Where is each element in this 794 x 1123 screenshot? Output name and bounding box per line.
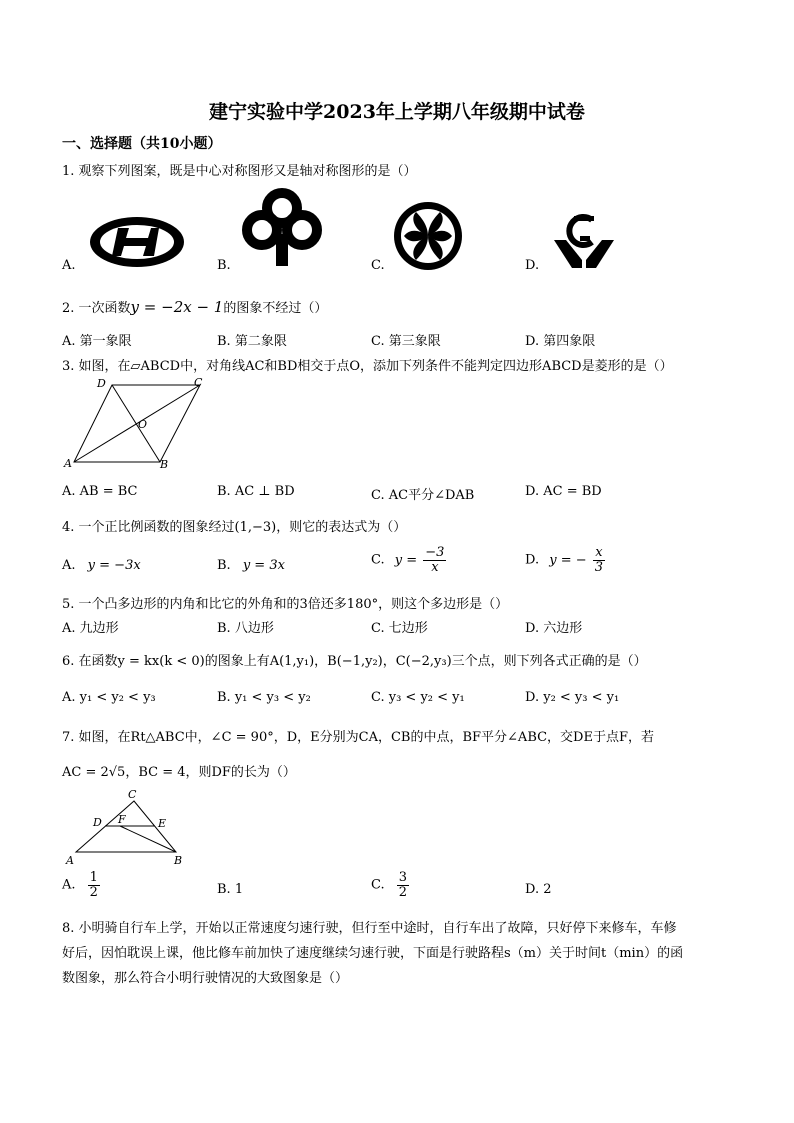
q6-option-d: D. y₂ < y₃ < y₁: [525, 690, 620, 705]
q7-stem-line1: 7. 如图，在Rt△ABC中，∠C = 90°，D，E分别为CA，CB的中点，BF平分∠ABC，交DE于点F，若: [62, 730, 654, 745]
q7-fraction-c: $\frac{3}{2}$: [398, 870, 408, 900]
q6-stem: 6. 在函数y = kx(k < 0)的图象上有A(1,y₁)，B(−1,y₂)，C(−2,y₃)三个点，则下列各式正确的是（）: [62, 654, 647, 669]
q8-stem-line2: 好后，因怕耽误上课，他比修车前加快了速度继续匀速行驶，下面是行驶路程s（m）关于时间t（min）的函: [62, 946, 684, 961]
q4-option-c: [371, 546, 448, 574]
q3-option-c: C. AC平分∠DAB: [371, 488, 475, 503]
q4-fraction-c: $\frac{-3}{x}$: [425, 545, 445, 575]
q3-label-a: A: [64, 457, 72, 470]
q3-label-b: B: [160, 458, 169, 471]
q4-stem: 4. 一个正比例函数的图象经过(1,−3)，则它的表达式为（）: [62, 520, 407, 535]
q6-option-c: C. y₃ < y₂ < y₁: [371, 690, 465, 705]
q4-option-d: [525, 546, 607, 574]
q6-option-b: B. y₁ < y₃ < y₂: [217, 690, 311, 705]
q4-expr-c-pre: y =: [394, 552, 418, 568]
q1-label-a: A.: [62, 258, 76, 273]
q4-expr-b: y = 3x: [242, 558, 285, 573]
q4-label-a: A.: [62, 558, 76, 573]
q3-option-d: D. AC = BD: [525, 484, 602, 499]
q1-label-c: C.: [371, 258, 385, 273]
q5-option-d: D. 六边形: [525, 621, 583, 636]
q2-option-a: A. 第一象限: [62, 334, 132, 349]
q7-stem-line2: AC = 2√5，BC = 4，则DF的长为（）: [62, 765, 296, 780]
q5-stem: 5. 一个凸多边形的内角和比它的外角和的3倍还多180°，则这个多边形是（）: [62, 597, 509, 612]
q2-stem-end: 的图象不经过（）: [223, 301, 328, 316]
q1-label-d: D.: [525, 258, 540, 273]
q7-option-c: C. $\frac{3}{2}$: [371, 870, 408, 900]
q1-label-b: B.: [217, 258, 231, 273]
q7-option-d: D. 2: [525, 882, 552, 897]
q7-label-d: D: [93, 816, 102, 829]
q8-stem-line1: 8. 小明骑自行车上学，开始以正常速度匀速行驶，但行至中途时，自行车出了故障，只好停下来修车，车修: [62, 921, 677, 936]
hyundai-logo-figure: [88, 212, 186, 270]
q6-option-a: A. y₁ < y₂ < y₃: [62, 690, 156, 705]
q2-option-b: B. 第二象限: [217, 334, 287, 349]
q3-label-c: C: [194, 376, 203, 389]
q2-stem-start: 2. 一次函数: [62, 301, 131, 316]
q7-label-f: F: [118, 813, 126, 826]
section-heading: 一、选择题（共10小题）: [62, 136, 222, 152]
q5-option-b: B. 八边形: [217, 621, 274, 636]
q7-label-e: E: [158, 817, 167, 830]
q1-stem: 1. 观察下列图案，既是中心对称图形又是轴对称图形的是（）: [62, 164, 417, 179]
triangle-figure: [62, 784, 197, 870]
petal-circle-figure: [392, 200, 464, 272]
q4-label-c: C.: [371, 552, 385, 568]
q2-option-d: D. 第四象限: [525, 334, 596, 349]
q7-option-a: A. $\frac{1}{2}$: [62, 870, 98, 900]
q3-option-a: A. AB = BC: [62, 484, 138, 499]
q3-label-o: O: [138, 418, 148, 431]
q4-expr-d-pre: y = −: [549, 552, 587, 568]
q8-stem-line3: 数图象，那么符合小明行驶情况的大致图象是（）: [62, 971, 349, 986]
q4-option-a: [62, 558, 141, 573]
q3-option-b: B. AC ⊥ BD: [217, 484, 295, 499]
q4-fraction-d: $\frac{x}{3}$: [594, 545, 604, 575]
bank-logo-figure: [548, 212, 620, 270]
q5-option-a: A. 九边形: [62, 621, 119, 636]
q4-expr-a: y = −3x: [87, 558, 141, 573]
tree-logo-figure: [240, 188, 324, 272]
q7-label-b: B: [174, 854, 183, 867]
q5-option-c: C. 七边形: [371, 621, 428, 636]
q7-option-b: B. 1: [217, 882, 244, 897]
q3-stem: 3. 如图，在▱ABCD中，对角线AC和BD相交于点O，添加下列条件不能判定四边形ABCD是菱形的是（）: [62, 359, 673, 374]
q3-label-d: D: [97, 377, 106, 390]
page-title: 建宁实验中学2023年上学期八年级期中试卷: [209, 101, 585, 123]
q2-option-c: C. 第三象限: [371, 334, 441, 349]
q2-expression: y = −2x − 1: [130, 298, 224, 316]
q2-stem: [62, 297, 327, 316]
q7-fraction-a: $\frac{1}{2}$: [89, 870, 98, 900]
parallelogram-figure: [62, 376, 212, 472]
q4-label-d: D.: [525, 552, 540, 568]
q4-label-b: B.: [217, 558, 231, 573]
q7-label-c: C: [128, 788, 137, 801]
q4-option-b: [217, 558, 285, 573]
q7-label-a: A: [66, 854, 74, 867]
